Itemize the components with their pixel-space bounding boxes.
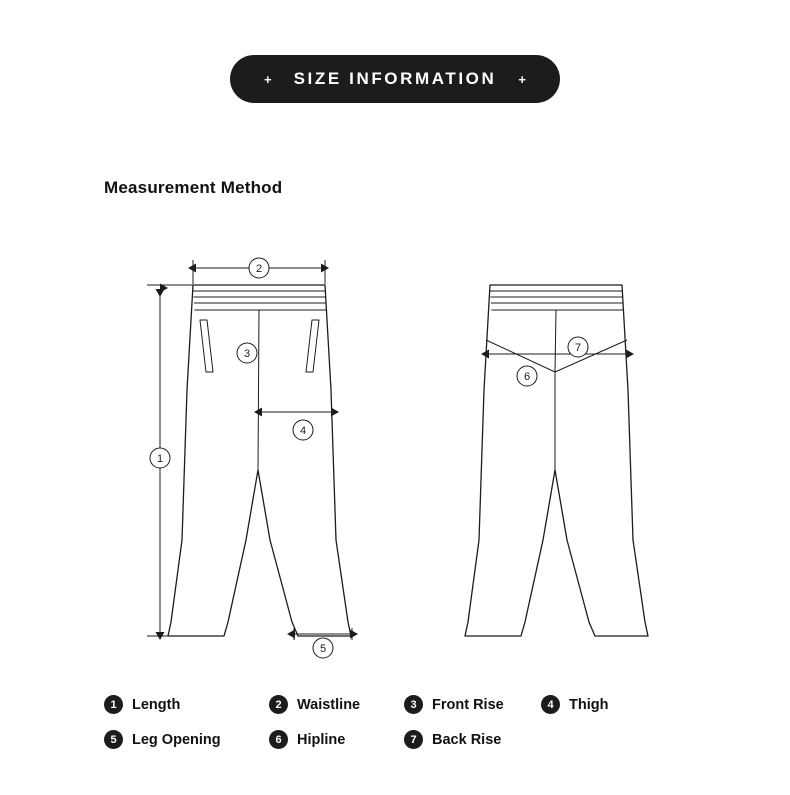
label-5-leg-opening (313, 638, 333, 658)
plus-icon-right: + (518, 71, 526, 87)
legend-badge-2: 2 (269, 695, 288, 714)
legend-badge-3: 3 (404, 695, 423, 714)
legend-label-leg-opening: Leg Opening (132, 731, 221, 748)
legend-label-waistline: Waistline (297, 696, 361, 713)
label-3-front-rise (237, 343, 257, 363)
legend-badge-6: 6 (269, 730, 288, 749)
legend-item-front-rise (404, 695, 541, 714)
legend-label-front-rise: Front Rise (432, 696, 504, 713)
measurement-legend (104, 695, 704, 765)
legend-label-hipline: Hipline (297, 731, 346, 748)
legend-badge-7: 7 (404, 730, 423, 749)
label-6-text: 6 (523, 371, 531, 383)
legend-item-waistline (269, 695, 404, 714)
back-pants-illustration (465, 285, 648, 636)
page-title: SIZE INFORMATION (293, 69, 497, 88)
measurement-diagram (100, 240, 700, 670)
legend-item-leg-opening (104, 730, 269, 749)
legend-item-thigh (541, 695, 661, 714)
legend-label-thigh: Thigh (569, 696, 609, 713)
label-3-text: 3 (243, 348, 251, 360)
label-2-text: 2 (255, 263, 263, 275)
legend-item-back-rise (404, 730, 541, 749)
label-4-text: 4 (299, 425, 307, 437)
label-4-thigh (293, 420, 313, 440)
label-6-hipline (517, 366, 537, 386)
label-7-back-rise (568, 337, 588, 357)
legend-item-hipline (269, 730, 404, 749)
label-5-text: 5 (319, 643, 327, 655)
plus-icon-left: + (264, 71, 272, 87)
legend-label-back-rise: Back Rise (432, 731, 502, 748)
label-2-waistline (249, 258, 269, 278)
legend-badge-4: 4 (541, 695, 560, 714)
legend-item-length (104, 695, 269, 714)
legend-badge-5: 5 (104, 730, 123, 749)
label-7-text: 7 (574, 342, 582, 354)
label-1-text: 1 (156, 453, 164, 465)
size-information-header (230, 55, 560, 103)
legend-badge-1: 1 (104, 695, 123, 714)
front-pants-illustration (168, 285, 351, 636)
label-1-length (150, 448, 170, 468)
measurement-method-title: Measurement Method (104, 178, 283, 197)
legend-label-length: Length (132, 696, 181, 713)
legend-row (104, 695, 704, 714)
legend-row (104, 730, 704, 749)
